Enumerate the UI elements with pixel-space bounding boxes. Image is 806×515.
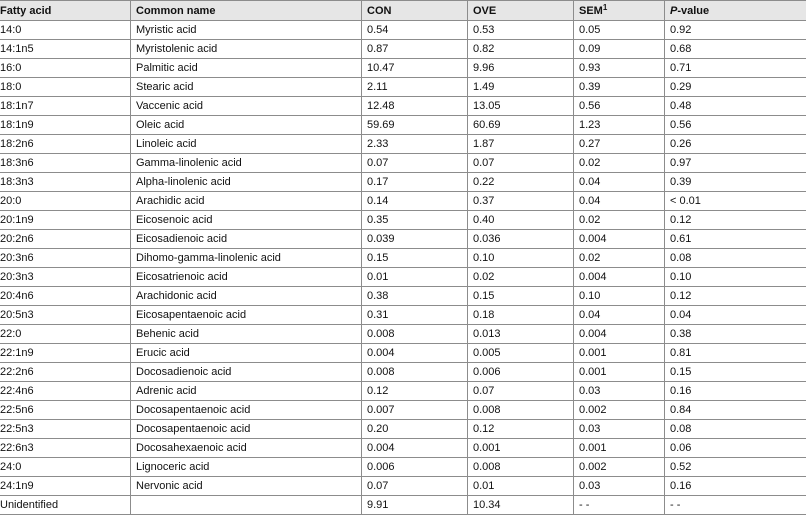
cell-sem: 0.56 [574,97,665,116]
cell-common-name: Alpha-linolenic acid [131,173,362,192]
cell-p-value: 0.06 [665,439,806,458]
cell-con: 0.006 [362,458,468,477]
cell-ove: 1.49 [468,78,574,97]
cell-p-value: 0.39 [665,173,806,192]
cell-common-name: Nervonic acid [131,477,362,496]
cell-p-value: 0.26 [665,135,806,154]
table-row [0,192,806,211]
table-row [0,458,806,477]
cell-p-value: 0.29 [665,78,806,97]
cell-common-name: Eicosadienoic acid [131,230,362,249]
cell-sem: 0.04 [574,173,665,192]
cell-con: 0.008 [362,325,468,344]
cell-fatty-acid: Unidentified [0,496,131,515]
cell-sem: 0.27 [574,135,665,154]
cell-fatty-acid: 14:0 [0,21,131,40]
cell-con: 0.35 [362,211,468,230]
cell-con: 0.07 [362,477,468,496]
cell-sem: 0.93 [574,59,665,78]
cell-con: 0.14 [362,192,468,211]
cell-fatty-acid: 22:2n6 [0,363,131,382]
cell-con: 0.07 [362,154,468,173]
cell-p-value: - - [665,496,806,515]
cell-con: 0.007 [362,401,468,420]
cell-p-value: 0.56 [665,116,806,135]
cell-p-value: 0.97 [665,154,806,173]
table-row [0,78,806,97]
cell-con: 0.15 [362,249,468,268]
cell-sem: 0.05 [574,21,665,40]
table-row [0,97,806,116]
cell-common-name: Lignoceric acid [131,458,362,477]
cell-fatty-acid: 18:2n6 [0,135,131,154]
cell-fatty-acid: 24:0 [0,458,131,477]
cell-con: 0.01 [362,268,468,287]
cell-ove: 0.10 [468,249,574,268]
cell-ove: 10.34 [468,496,574,515]
cell-common-name: Dihomo-gamma-linolenic acid [131,249,362,268]
cell-p-value: 0.52 [665,458,806,477]
cell-common-name [131,496,362,515]
cell-con: 0.039 [362,230,468,249]
cell-fatty-acid: 22:5n3 [0,420,131,439]
cell-common-name: Palmitic acid [131,59,362,78]
header-sem-footnote: 1 [602,2,608,12]
table-row [0,21,806,40]
cell-fatty-acid: 22:1n9 [0,344,131,363]
cell-ove: 0.12 [468,420,574,439]
cell-p-value: 0.08 [665,249,806,268]
cell-fatty-acid: 20:0 [0,192,131,211]
cell-sem: 0.10 [574,287,665,306]
cell-sem: 0.02 [574,211,665,230]
cell-fatty-acid: 22:0 [0,325,131,344]
cell-p-value: 0.61 [665,230,806,249]
header-sem-label: SEM [579,4,603,17]
cell-p-value: 0.12 [665,211,806,230]
cell-common-name: Eicosatrienoic acid [131,268,362,287]
cell-p-value: 0.48 [665,97,806,116]
table-row [0,230,806,249]
table-row [0,401,806,420]
cell-p-value: 0.81 [665,344,806,363]
cell-con: 0.87 [362,40,468,59]
cell-common-name: Vaccenic acid [131,97,362,116]
cell-sem: 0.004 [574,268,665,287]
cell-common-name: Arachidic acid [131,192,362,211]
cell-p-value: 0.38 [665,325,806,344]
cell-ove: 0.01 [468,477,574,496]
table-row [0,420,806,439]
cell-sem: 0.03 [574,477,665,496]
cell-con: 0.17 [362,173,468,192]
table-row [0,363,806,382]
cell-common-name: Myristic acid [131,21,362,40]
table-body [0,21,806,515]
cell-p-value: 0.04 [665,306,806,325]
cell-ove: 0.07 [468,382,574,401]
cell-p-value: 0.92 [665,21,806,40]
header-common-name: Common name [131,1,362,21]
cell-sem: 0.004 [574,230,665,249]
cell-con: 0.38 [362,287,468,306]
cell-ove: 0.008 [468,458,574,477]
cell-p-value: 0.16 [665,477,806,496]
table-row [0,306,806,325]
cell-ove: 0.82 [468,40,574,59]
cell-ove: 0.006 [468,363,574,382]
cell-sem: 0.001 [574,363,665,382]
cell-common-name: Docosapentaenoic acid [131,420,362,439]
cell-sem: 0.001 [574,439,665,458]
cell-sem: 0.39 [574,78,665,97]
header-p-value [665,1,806,21]
cell-ove: 60.69 [468,116,574,135]
cell-common-name: Docosadienoic acid [131,363,362,382]
cell-common-name: Stearic acid [131,78,362,97]
cell-con: 0.008 [362,363,468,382]
cell-fatty-acid: 18:0 [0,78,131,97]
header-sem [574,1,665,21]
cell-sem: 0.001 [574,344,665,363]
cell-ove: 0.02 [468,268,574,287]
cell-ove: 0.15 [468,287,574,306]
cell-common-name: Linoleic acid [131,135,362,154]
cell-sem: 0.03 [574,382,665,401]
cell-con: 9.91 [362,496,468,515]
cell-p-value: 0.10 [665,268,806,287]
table-row [0,382,806,401]
cell-ove: 13.05 [468,97,574,116]
cell-common-name: Docosapentaenoic acid [131,401,362,420]
header-con: CON [362,1,468,21]
cell-common-name: Behenic acid [131,325,362,344]
table-row [0,496,806,515]
cell-fatty-acid: 22:6n3 [0,439,131,458]
cell-common-name: Adrenic acid [131,382,362,401]
cell-p-value: 0.71 [665,59,806,78]
cell-p-value: 0.15 [665,363,806,382]
cell-fatty-acid: 16:0 [0,59,131,78]
cell-fatty-acid: 20:5n3 [0,306,131,325]
cell-ove: 1.87 [468,135,574,154]
cell-con: 0.004 [362,344,468,363]
table-row [0,325,806,344]
cell-ove: 0.07 [468,154,574,173]
table-row [0,135,806,154]
cell-sem: 1.23 [574,116,665,135]
header-p-letter: P [670,4,678,17]
cell-fatty-acid: 22:5n6 [0,401,131,420]
cell-common-name: Docosahexaenoic acid [131,439,362,458]
cell-common-name: Arachidonic acid [131,287,362,306]
cell-sem: 0.03 [574,420,665,439]
cell-p-value: 0.16 [665,382,806,401]
cell-common-name: Gamma-linolenic acid [131,154,362,173]
cell-common-name: Myristolenic acid [131,40,362,59]
cell-common-name: Erucic acid [131,344,362,363]
cell-p-value: 0.08 [665,420,806,439]
cell-con: 0.12 [362,382,468,401]
cell-con: 0.20 [362,420,468,439]
table-row [0,287,806,306]
cell-sem: 0.02 [574,249,665,268]
header-ove: OVE [468,1,574,21]
header-fatty-acid: Fatty acid [0,1,131,21]
table-row [0,59,806,78]
cell-con: 0.004 [362,439,468,458]
cell-fatty-acid: 20:3n6 [0,249,131,268]
cell-ove: 0.18 [468,306,574,325]
cell-con: 2.11 [362,78,468,97]
cell-ove: 0.036 [468,230,574,249]
cell-sem: 0.04 [574,306,665,325]
cell-ove: 0.40 [468,211,574,230]
cell-con: 0.31 [362,306,468,325]
cell-p-value: 0.68 [665,40,806,59]
cell-sem: - - [574,496,665,515]
cell-fatty-acid: 18:1n7 [0,97,131,116]
cell-common-name: Eicosenoic acid [131,211,362,230]
cell-ove: 0.53 [468,21,574,40]
cell-fatty-acid: 18:3n3 [0,173,131,192]
table-row [0,477,806,496]
cell-con: 2.33 [362,135,468,154]
cell-con: 10.47 [362,59,468,78]
cell-ove: 9.96 [468,59,574,78]
cell-fatty-acid: 22:4n6 [0,382,131,401]
cell-ove: 0.001 [468,439,574,458]
cell-fatty-acid: 20:2n6 [0,230,131,249]
table-row [0,249,806,268]
table-row [0,268,806,287]
cell-sem: 0.002 [574,401,665,420]
table-row [0,173,806,192]
cell-common-name: Eicosapentaenoic acid [131,306,362,325]
table-row [0,116,806,135]
cell-fatty-acid: 18:3n6 [0,154,131,173]
cell-sem: 0.004 [574,325,665,344]
cell-ove: 0.22 [468,173,574,192]
cell-con: 0.54 [362,21,468,40]
cell-ove: 0.013 [468,325,574,344]
cell-ove: 0.005 [468,344,574,363]
table-row [0,40,806,59]
table-row [0,439,806,458]
cell-ove: 0.37 [468,192,574,211]
cell-fatty-acid: 18:1n9 [0,116,131,135]
cell-fatty-acid: 20:1n9 [0,211,131,230]
header-p-suffix: -value [677,4,710,17]
cell-p-value: < 0.01 [665,192,806,211]
cell-fatty-acid: 20:4n6 [0,287,131,306]
cell-ove: 0.008 [468,401,574,420]
cell-fatty-acid: 24:1n9 [0,477,131,496]
header-row [0,1,806,21]
table-row [0,211,806,230]
cell-sem: 0.02 [574,154,665,173]
table-row [0,344,806,363]
cell-con: 59.69 [362,116,468,135]
cell-sem: 0.09 [574,40,665,59]
cell-sem: 0.002 [574,458,665,477]
cell-common-name: Oleic acid [131,116,362,135]
cell-p-value: 0.12 [665,287,806,306]
cell-p-value: 0.84 [665,401,806,420]
cell-fatty-acid: 14:1n5 [0,40,131,59]
cell-con: 12.48 [362,97,468,116]
cell-fatty-acid: 20:3n3 [0,268,131,287]
cell-sem: 0.04 [574,192,665,211]
table-row [0,154,806,173]
